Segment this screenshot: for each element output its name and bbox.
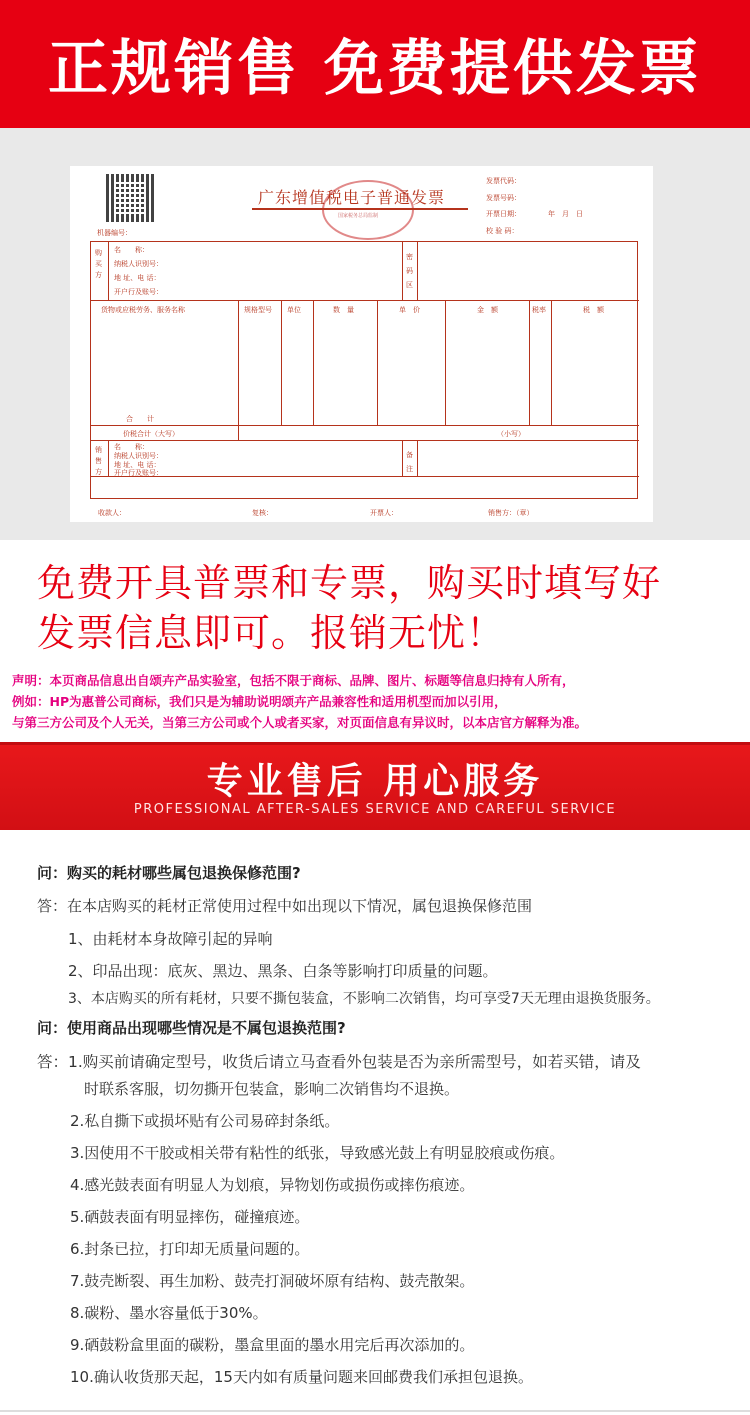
faq-answer-2-item: 10.确认收货那天起，15天内如有质量问题来回邮费我们承担包退换。 (70, 1368, 533, 1386)
buyer-address-label: 地 址、电 话： (114, 274, 161, 282)
total-words-label: 价税合计（大写） (123, 430, 179, 438)
buyer-side-label: 购买方 (95, 249, 102, 279)
buyer-name-label: 名 称： (114, 246, 149, 254)
faq-answer-1: 答：在本店购买的耗材正常使用过程中如出现以下情况，属包退换保修范围 (37, 897, 533, 915)
invoice-sample (70, 166, 653, 522)
faq-question-2: 问：使用商品出现哪些情况是不属包退换范围? (37, 1019, 346, 1037)
reviewer-label: 复核： (252, 509, 273, 517)
notice-line-3: 与第三方公司及个人无关，当第三方公司或个人或者买家，对页面信息有异议时，以本店官方解释为准。 (12, 715, 588, 730)
top-banner (0, 0, 750, 128)
col-spec: 规格型号 (244, 306, 272, 314)
seller-side-label: 销售方 (95, 446, 102, 476)
faq-answer-1-item: 3、本店购买的所有耗材，只要不撕包装盒，不影响二次销售，均可享受7天无理由退换货服务。 (68, 991, 660, 1007)
promo-line-1: 免费开具普票和专票，购买时填写好 (37, 561, 662, 605)
faq-answer-2-item: 2.私自撕下或损坏贴有公司易碎封条纸。 (70, 1112, 340, 1130)
seller-address-label: 地 址、电 话： (114, 461, 161, 469)
invoice-check-label: 校 验 码： (486, 227, 519, 235)
payee-label: 收款人： (98, 509, 126, 517)
invoice-promo (0, 540, 750, 660)
seller-name-label: 名 称： (114, 443, 149, 451)
service-banner (0, 742, 750, 830)
faq-answer-2-item: 5.硒鼓表面有明显摔伤，碰撞痕迹。 (70, 1208, 310, 1226)
notice-line-2: 例如：HP为惠普公司商标，我们只是为辅助说明颂卉产品兼容性和适用机型而加以引用， (12, 694, 507, 709)
faq-answer-2-item: 4.感光鼓表面有明显人为划痕，异物划伤或损伤或摔伤痕迹。 (70, 1176, 475, 1194)
col-goods: 货物或应税劳务、服务名称 (101, 306, 185, 314)
faq-answer-2-item: 6.封条已拉，打印却无质量问题的。 (70, 1240, 310, 1258)
cipher-area-label: 密码区 (406, 253, 413, 289)
seller-bank-label: 开户行及账号： (114, 469, 163, 477)
service-banner-subtitle: PROFESSIONAL AFTER-SALES SERVICE AND CAREFUL SERVICE (133, 802, 617, 817)
buyer-taxid-label: 纳税人识别号： (114, 260, 163, 268)
small-write-label: （小写） (497, 430, 525, 438)
col-unit: 单位 (287, 306, 301, 314)
seller-taxid-label: 纳税人识别号： (114, 452, 163, 460)
faq-question-1: 问：购买的耗材哪些属包退换保修范围? (37, 864, 301, 882)
faq-answer-2-item: 9.硒鼓粉盒里面的碳粉，墨盒里面的墨水用完后再次添加的。 (70, 1336, 475, 1354)
invoice-number-label: 发票号码： (486, 194, 521, 202)
promo-line-2: 发票信息即可。报销无忧！ (37, 611, 506, 655)
faq-answer-2-item: 7.鼓壳断裂、再生加粉、鼓壳打洞破坏原有结构、鼓壳散架。 (70, 1272, 475, 1290)
invoice-date-units: 年 月 日 (548, 210, 583, 218)
invoice-title: 广东增值税电子普通发票 (258, 188, 446, 207)
service-banner-title: 专业售后 用心服务 (206, 761, 544, 802)
faq-answer-2-first-cont: 时联系客服，切勿撕开包装盒，影响二次销售均不退换。 (84, 1080, 460, 1098)
faq-answer-2-item: 8.碳粉、墨水容量低于30%。 (70, 1304, 268, 1322)
disclaimer-notice (12, 670, 742, 733)
col-tax: 税 额 (583, 306, 604, 314)
seal-text: 国家税务总局监制 (338, 213, 379, 219)
seller-seal-label: 销售方：（章） (488, 509, 534, 517)
faq-answer-2-first: 答：1.购买前请确定型号，收货后请立马查看外包装是否为亲所需型号，如若买错，请及 (37, 1053, 641, 1071)
invoice-title-underline (252, 208, 468, 210)
top-banner-title: 正规销售 免费提供发票 (48, 34, 702, 104)
invoice-code-label: 发票代码： (486, 177, 521, 185)
col-amount: 金 额 (477, 306, 498, 314)
qr-code-icon (106, 174, 154, 222)
faq-answer-1-item: 1、由耗材本身故障引起的异响 (68, 930, 273, 948)
faq-answer-2-item: 3.因使用不干胶或相关带有粘性的纸张，导致感光鼓上有明显胶痕或伤痕。 (70, 1144, 565, 1162)
notice-line-1: 声明：本页商品信息出自颂卉产品实验室，包括不限于商标、品牌、图片、标题等信息归持有人所有， (12, 673, 575, 688)
bottom-divider (0, 1410, 750, 1412)
invoice-date-label: 开票日期： (486, 210, 521, 218)
faq-answer-1-item: 2、印品出现：底灰、黑边、黑条、白条等影响打印质量的问题。 (68, 962, 498, 980)
col-rate: 税率 (532, 306, 546, 314)
total-label: 合 计 (126, 415, 154, 423)
col-qty: 数 量 (333, 306, 354, 314)
col-price: 单 价 (399, 306, 420, 314)
buyer-bank-label: 开户行及账号： (114, 288, 163, 296)
invoice-section (0, 128, 750, 540)
machine-number-label: 机器编号： (97, 229, 132, 237)
invoice-grid (90, 241, 638, 499)
remark-area-label: 备注 (406, 451, 413, 473)
issuer-label: 开票人： (370, 509, 398, 517)
